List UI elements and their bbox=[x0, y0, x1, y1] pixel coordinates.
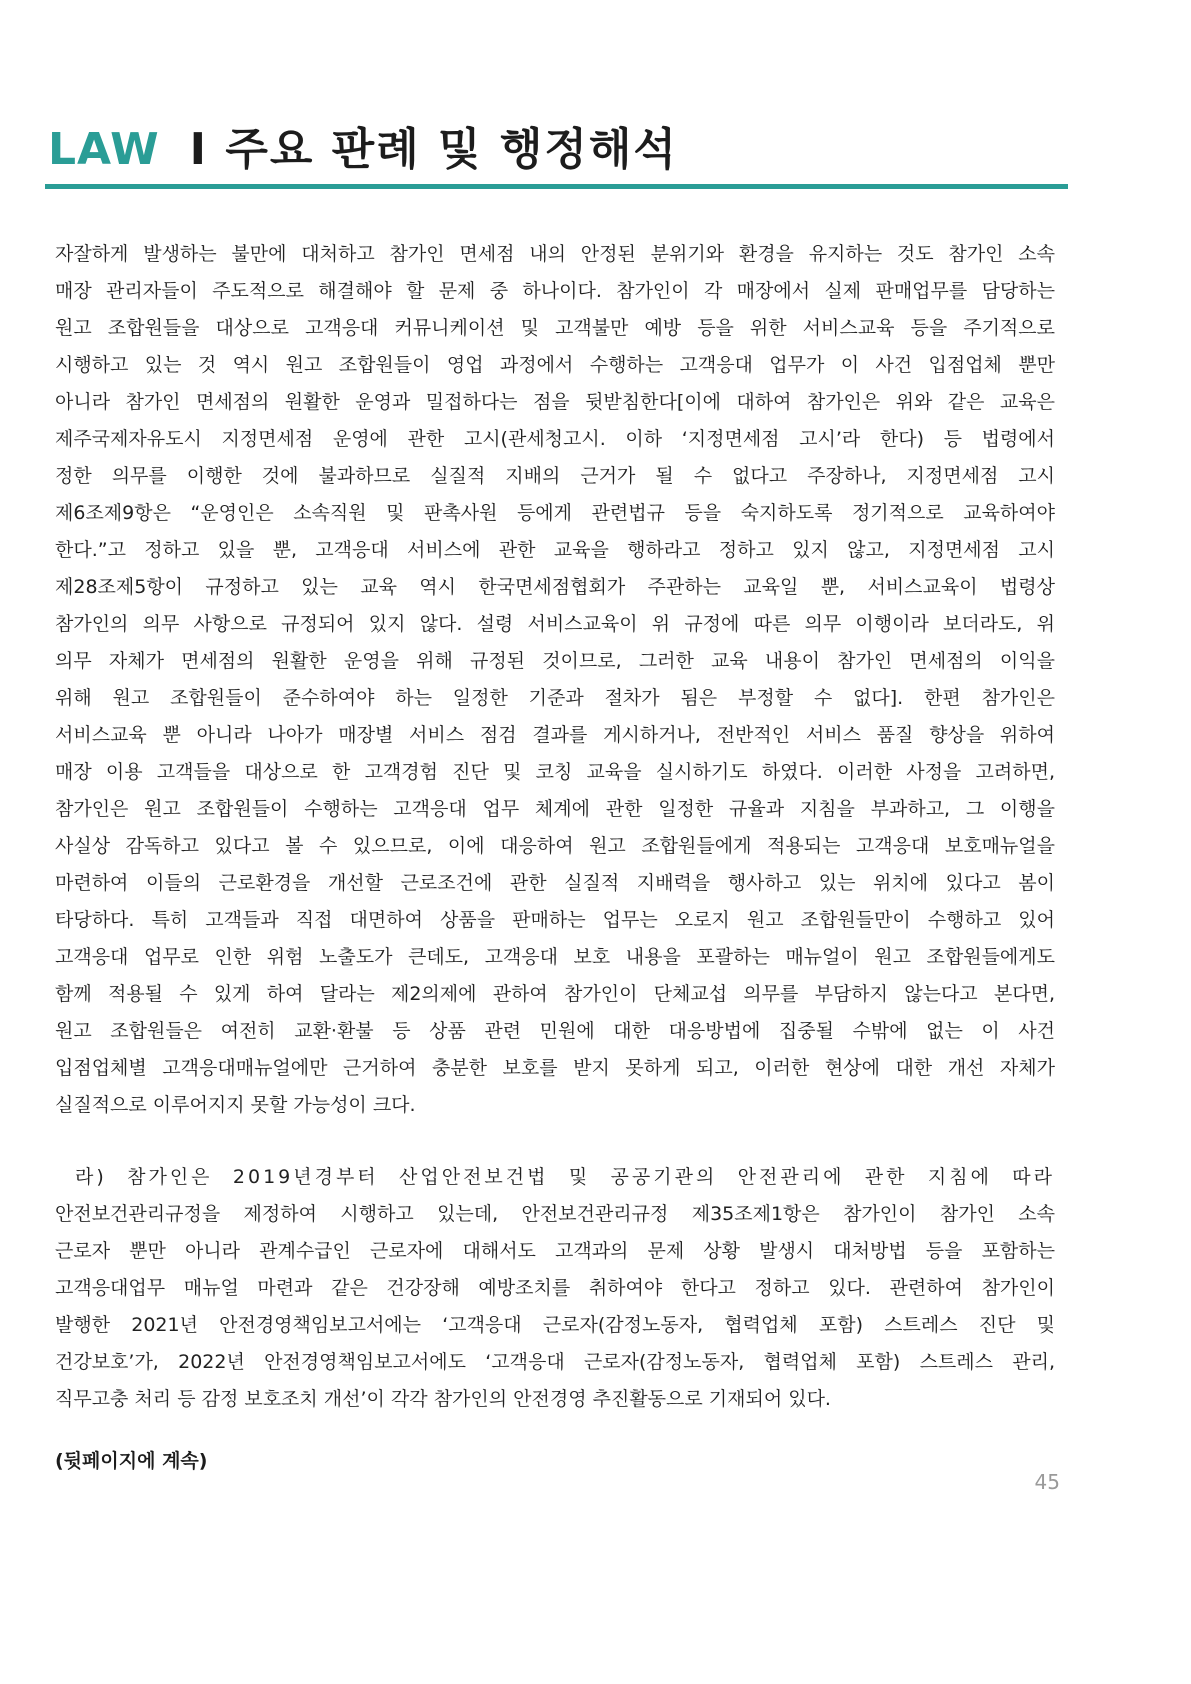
body-line: 입점업체별 고객응대매뉴얼에만 근거하여 충분한 보호를 받지 못하게 되고, 이러한 현상에 대한 개선 자체가 bbox=[55, 1057, 1055, 1079]
body-line: 자잘하게 발생하는 불만에 대처하고 참가인 면세점 내의 안정된 분위기와 환경을 유지하는 것도 참가인 소속 bbox=[55, 243, 1055, 265]
body-line: 아니라 참가인 면세점의 원활한 운영과 밀접하다는 점을 뒷받침한다[이에 대하여 참가인은 위와 같은 교육은 bbox=[55, 391, 1055, 413]
body-line: 서비스교육 뿐 아니라 나아가 매장별 서비스 점검 결과를 게시하거나, 전반적인 서비스 품질 향상을 위하여 bbox=[55, 724, 1055, 746]
body-line: 사실상 감독하고 있다고 볼 수 있으므로, 이에 대응하여 원고 조합원들에게 적용되는 고객응대 보호매뉴얼을 bbox=[55, 835, 1055, 857]
body-line: 건강보호’가, 2022년 안전경영책임보고서에도 ‘고객응대 근로자(감정노동자, 협력업체 포함) 스트레스 관리, bbox=[55, 1351, 1055, 1373]
body-line: 고객응대 업무로 인한 위험 노출도가 큰데도, 고객응대 보호 내용을 포괄하는 매뉴얼이 원고 조합원들에게도 bbox=[55, 946, 1055, 968]
body-line: 정한 의무를 이행한 것에 불과하므로 실질적 지배의 근거가 될 수 없다고 주장하나, 지정면세점 고시 bbox=[55, 465, 1055, 487]
body-line: 고객응대업무 매뉴얼 마련과 같은 건강장해 예방조치를 취하여야 한다고 정하고 있다. 관련하여 참가인이 bbox=[55, 1277, 1055, 1299]
body-line: 의무 자체가 면세점의 원활한 운영을 위해 규정된 것이므로, 그러한 교육 내용이 참가인 면세점의 이익을 bbox=[55, 650, 1055, 672]
body-paragraph bbox=[55, 1159, 1055, 1418]
body-line: 참가인은 원고 조합원들이 수행하는 고객응대 업무 체계에 관한 일정한 규율과 지침을 부과하고, 그 이행을 bbox=[55, 798, 1055, 820]
body-text bbox=[55, 236, 1055, 1418]
section-header bbox=[48, 118, 678, 182]
body-line: 근로자 뿐만 아니라 관계수급인 근로자에 대해서도 고객과의 문제 상황 발생시 대처방법 등을 포함하는 bbox=[55, 1240, 1055, 1262]
body-line: 매장 이용 고객들을 대상으로 한 고객경험 진단 및 코칭 교육을 실시하기도 하였다. 이러한 사정을 고려하면, bbox=[55, 761, 1055, 783]
body-line: 함께 적용될 수 있게 하여 달라는 제2의제에 관하여 참가인이 단체교섭 의무를 부담하지 않는다고 본다면, bbox=[55, 983, 1055, 1005]
body-line: 제6조제9항은 “운영인은 소속직원 및 판촉사원 등에게 관련법규 등을 숙지하도록 정기적으로 교육하여야 bbox=[55, 502, 1055, 524]
body-line: 참가인의 의무 사항으로 규정되어 있지 않다. 설령 서비스교육이 위 규정에 따른 의무 이행이라 보더라도, 위 bbox=[55, 613, 1055, 635]
body-line: 한다.”고 정하고 있을 뿐, 고객응대 서비스에 관한 교육을 행하라고 정하고 있지 않고, 지정면세점 고시 bbox=[55, 539, 1055, 561]
body-line: 매장 관리자들이 주도적으로 해결해야 할 문제 중 하나이다. 참가인이 각 매장에서 실제 판매업무를 담당하는 bbox=[55, 280, 1055, 302]
body-line: 위해 원고 조합원들이 준수하여야 하는 일정한 기준과 절차가 됨은 부정할 수 없다]. 한편 참가인은 bbox=[55, 687, 1055, 709]
body-line: 제주국제자유도시 지정면세점 운영에 관한 고시(관세청고시. 이하 ‘지정면세점 고시’라 한다) 등 법령에서 bbox=[55, 428, 1055, 450]
page-number: 45 bbox=[1034, 1470, 1060, 1494]
body-line: 원고 조합원들은 여전히 교환·환불 등 상품 관련 민원에 대한 대응방법에 집중될 수밖에 없는 이 사건 bbox=[55, 1020, 1055, 1042]
body-line: 원고 조합원들을 대상으로 고객응대 커뮤니케이션 및 고객불만 예방 등을 위한 서비스교육 등을 주기적으로 bbox=[55, 317, 1055, 339]
body-line: 마련하여 이들의 근로환경을 개선할 근로조건에 관한 실질적 지배력을 행사하고 있는 위치에 있다고 봄이 bbox=[55, 872, 1055, 894]
law-label: LAW bbox=[48, 124, 160, 175]
body-line: 타당하다. 특히 고객들과 직접 대면하여 상품을 판매하는 업무는 오로지 원고 조합원들만이 수행하고 있어 bbox=[55, 909, 1055, 931]
continued-note: (뒷페이지에 계속) bbox=[55, 1450, 208, 1472]
header-divider bbox=[45, 184, 1068, 189]
body-line: 라) 참가인은 2019년경부터 산업안전보건법 및 공공기관의 안전관리에 관한 지침에 따라 bbox=[75, 1166, 1055, 1188]
body-line: 실질적으로 이루어지지 못할 가능성이 크다. bbox=[55, 1094, 416, 1116]
body-paragraph bbox=[55, 236, 1055, 1124]
body-line: 직무고충 처리 등 감정 보호조치 개선’이 각각 참가인의 안전경영 추진활동으로 기재되어 있다. bbox=[55, 1388, 831, 1410]
body-line: 시행하고 있는 것 역시 원고 조합원들이 영업 과정에서 수행하는 고객응대 업무가 이 사건 입점업체 뿐만 bbox=[55, 354, 1055, 376]
section-title: I 주요 판례 및 행정해석 bbox=[189, 124, 678, 175]
body-line: 제28조제5항이 규정하고 있는 교육 역시 한국면세점협회가 주관하는 교육일 뿐, 서비스교육이 법령상 bbox=[55, 576, 1055, 598]
body-line: 안전보건관리규정을 제정하여 시행하고 있는데, 안전보건관리규정 제35조제1항은 참가인이 참가인 소속 bbox=[55, 1203, 1055, 1225]
body-line: 발행한 2021년 안전경영책임보고서에는 ‘고객응대 근로자(감정노동자, 협력업체 포함) 스트레스 진단 및 bbox=[55, 1314, 1055, 1336]
